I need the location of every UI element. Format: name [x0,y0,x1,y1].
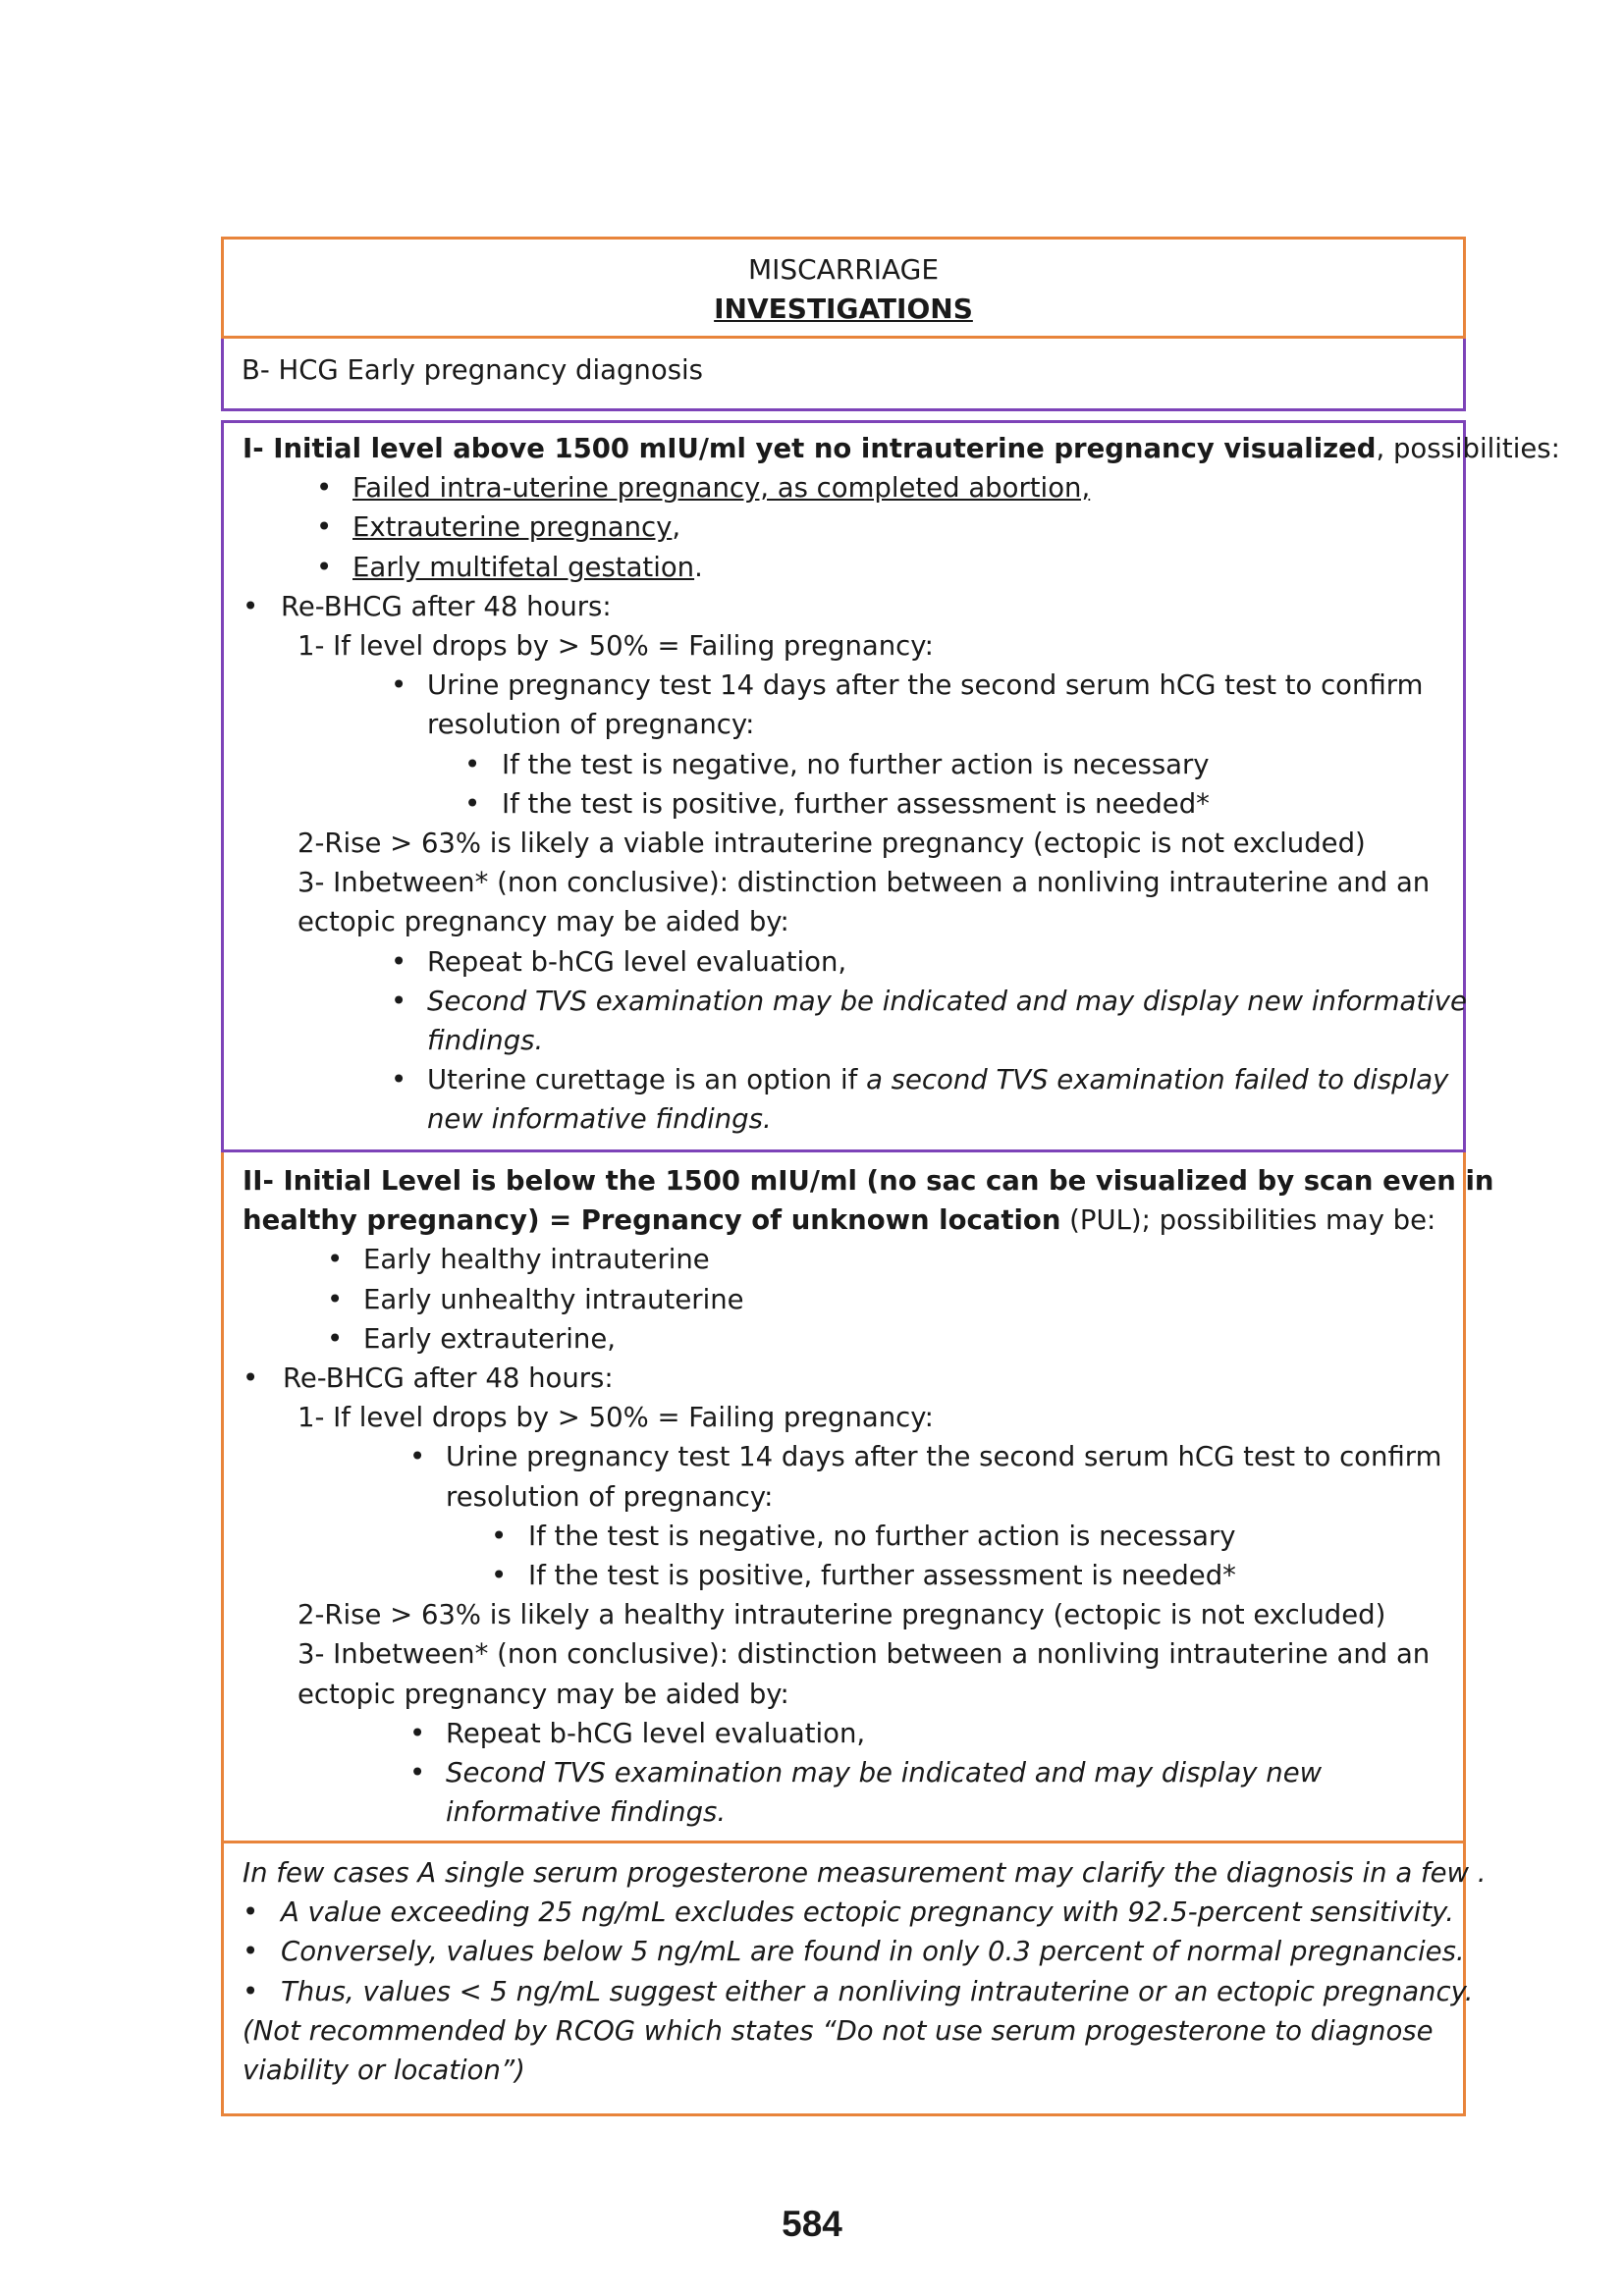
list-item: • Urine pregnancy test 14 days after the second serum hCG test to confirm [243,666,1449,705]
list-item: • Second TVS examination may be indicated and may display new [243,1753,1449,1792]
list-item: new informative findings. [427,1103,772,1136]
list-item: • Repeat b-hCG level evaluation, [243,1714,1449,1753]
progesterone-intro: In few cases A single serum progesterone measurement may clarify the diagnosis in a few . [243,1857,1487,1889]
list-item: • Early multifetal gestation. [243,548,1449,587]
section-3 [221,1843,1487,2116]
bullet-icon [243,587,258,626]
list-item: • Early healthy intrauterine [243,1240,1449,1279]
section-2-heading-cont: healthy pregnancy) = Pregnancy of unknown location (PUL); possibilities may be: [243,1204,1436,1237]
rcog-note: (Not recommended by RCOG which states “Do not use serum progesterone to diagnose [243,2014,1434,2047]
bullet-icon [243,1359,258,1398]
list-item: 2-Rise > 63% is likely a viable intrauterine pregnancy (ectopic is not excluded) [298,828,1366,860]
list-item: • If the test is positive, further assessment is needed* [243,784,1449,824]
bullet-icon [391,1060,406,1099]
list-item: 1- If level drops by > 50% = Failing pregnancy: [298,1402,934,1434]
bullet-icon [243,1932,258,1971]
list-item: • Uterine curettage is an option if a second TVS examination failed to display [243,1060,1449,1099]
bullet-icon [316,507,332,547]
list-item: 1- If level drops by > 50% = Failing pregnancy: [298,630,934,663]
bullet-icon [327,1319,343,1359]
bullet-icon [327,1280,343,1319]
list-item: • Re-BHCG after 48 hours: [243,587,1449,626]
bullet-icon [391,942,406,982]
rcog-note-cont: viability or location”) [243,2055,525,2087]
list-item: • Re-BHCG after 48 hours: [243,1359,1449,1398]
investigations-table [221,237,1560,2116]
section-2-heading: II- Initial Level is below the 1500 mIU/ml (no sac can be visualized by scan even in [243,1165,1494,1197]
bullet-icon [409,1437,425,1476]
list-item: informative findings. [446,1796,727,1829]
section-1-heading: I- Initial level above 1500 mIU/ml yet no intrauterine pregnancy visualized, possibilities: [243,433,1560,464]
bullet-icon [491,1517,507,1556]
header-subtitle: INVESTIGATIONS [714,293,973,325]
header-title: MISCARRIAGE [747,253,940,286]
list-item: 3- Inbetween* (non conclusive): distinction between a nonliving intrauterine and an [298,1638,1431,1671]
section-1 [221,420,1560,1152]
list-item: • If the test is negative, no further action is necessary [243,745,1449,784]
list-item: 2-Rise > 63% is likely a healthy intrauterine pregnancy (ectopic is not excluded) [298,1599,1386,1631]
list-item: resolution of pregnancy: [427,709,755,741]
list-item: • Failed intra-uterine pregnancy, as completed abortion, [243,468,1449,507]
list-item: • Urine pregnancy test 14 days after the second serum hCG test to confirm [243,1437,1449,1476]
bullet-icon [464,745,480,784]
list-item: • A value exceeding 25 ng/mL excludes ectopic pregnancy with 92.5-percent sensitivity. [243,1893,1449,1932]
bullet-icon [327,1240,343,1279]
list-item: • Early extrauterine, [243,1319,1449,1359]
bullet-icon [316,468,332,507]
list-item: ectopic pregnancy may be aided by: [298,906,789,938]
bullet-icon [391,666,406,705]
list-item: 3- Inbetween* (non conclusive): distinction between a nonliving intrauterine and an [298,867,1431,899]
list-item: • Early unhealthy intrauterine [243,1280,1449,1319]
bullet-icon [491,1556,507,1595]
bullet-icon [243,1893,258,1932]
bullet-icon [464,784,480,824]
bullet-icon [409,1753,425,1792]
list-item: ectopic pregnancy may be aided by: [298,1678,789,1710]
list-item: • If the test is negative, no further action is necessary [243,1517,1449,1556]
section-2 [221,1152,1494,1843]
list-item: • Thus, values < 5 ng/mL suggest either a nonliving intrauterine or an ectopic pregnancy. [243,1972,1449,2011]
subheading: B- HCG Early pregnancy diagnosis [242,354,703,386]
bullet-icon [316,548,332,587]
bullet-icon [409,1714,425,1753]
bullet-icon [391,982,406,1021]
table-header [221,237,1466,339]
list-item: • Conversely, values below 5 ng/mL are found in only 0.3 percent of normal pregnancies. [243,1932,1449,1971]
bullet-icon [243,1972,258,2011]
subheading-row [221,339,1466,411]
list-item: resolution of pregnancy: [446,1480,774,1513]
page-number: 584 [782,2204,842,2244]
list-item: • If the test is positive, further assessment is needed* [243,1556,1449,1595]
list-item: findings. [427,1025,544,1057]
list-item: • Repeat b-hCG level evaluation, [243,942,1449,982]
list-item: • Second TVS examination may be indicated and may display new informative [243,982,1449,1021]
list-item: • Extrauterine pregnancy, [243,507,1449,547]
